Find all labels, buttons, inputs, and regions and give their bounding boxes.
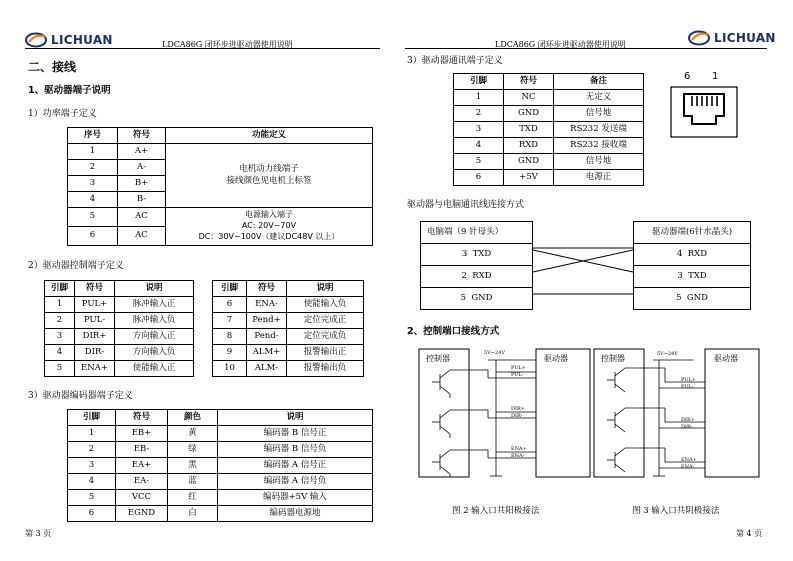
desc-line: 接线颜色见电机上标签 <box>226 175 312 186</box>
cell: NC <box>504 90 554 106</box>
col-header: 引脚 <box>68 410 116 426</box>
cell: RS232 发送端 <box>554 122 644 138</box>
rj-connector-icon <box>670 86 738 138</box>
driver-pin-row <box>634 244 751 266</box>
col-header: 符号 <box>116 410 168 426</box>
pin-sym: GND <box>471 292 493 303</box>
cell: +5V <box>504 170 554 186</box>
pin-no: 5 <box>460 292 466 303</box>
pc-pin-row <box>421 266 533 288</box>
cell: 5 <box>68 208 118 227</box>
cell: 5 <box>45 361 75 377</box>
driver-side-header: 驱动器端(6针水晶头) <box>634 222 751 244</box>
cell: 黑 <box>168 458 218 474</box>
brand-logo-left <box>25 32 113 48</box>
cell: 6 <box>68 506 116 522</box>
col-header: 功能定义 <box>166 128 373 144</box>
cell: ENA- <box>247 297 287 313</box>
cell: 信号地 <box>554 154 644 170</box>
cell: 2 <box>454 106 504 122</box>
power-input-desc <box>166 208 373 246</box>
pin-label: ENA+ <box>681 457 697 463</box>
cell: 8 <box>213 329 247 345</box>
col-header: 符号 <box>118 128 166 144</box>
cell: 1 <box>45 297 75 313</box>
driver-pin-row <box>634 288 751 310</box>
header-rule-left <box>25 48 380 49</box>
pin-label: PUL+ <box>681 377 696 383</box>
cell: 4 <box>68 474 116 490</box>
header-rule-right <box>405 48 767 49</box>
col-header: 序号 <box>68 128 118 144</box>
driver-side-table <box>633 221 751 310</box>
cell: 7 <box>213 313 247 329</box>
encoder-terminal-title: 3）驱动器编码器端子定义 <box>28 391 133 401</box>
lichuan-logo-icon <box>688 30 712 46</box>
brand-name: LICHUAN <box>51 33 113 47</box>
pin-label: ENA+ <box>511 446 527 452</box>
pin-label: PUL- <box>511 372 524 378</box>
col-header: 符号 <box>247 281 287 297</box>
pin-label: DIR- <box>511 413 523 419</box>
desc-line: AC: 20V~70V <box>241 221 297 231</box>
cell: DIR+ <box>75 329 115 345</box>
col-header: 符号 <box>504 74 554 90</box>
lichuan-logo-icon <box>25 32 49 48</box>
cable-title: 驱动器与电脑通讯线连接方式 <box>407 200 525 210</box>
page-number-right: 第 4 页 <box>736 529 763 538</box>
pin-label: DIR+ <box>681 417 695 423</box>
cell: 4 <box>68 192 118 208</box>
cell: GND <box>504 106 554 122</box>
cell: TXD <box>504 122 554 138</box>
cell: PUL+ <box>75 297 115 313</box>
cell: 定位完成负 <box>287 329 364 345</box>
cell: 编码器 A 信号正 <box>218 458 373 474</box>
cell: EA+ <box>116 458 168 474</box>
cell: 黄 <box>168 426 218 442</box>
pin-sym: GND <box>686 292 708 303</box>
pin-sym: TXD <box>688 270 707 281</box>
header-title-right: LDCA86G 闭环步进驱动器使用说明 <box>495 40 626 49</box>
cell: Pend- <box>247 329 287 345</box>
pin-label: ENA- <box>681 464 695 470</box>
cell: 3 <box>68 176 118 192</box>
pin-no: 3 <box>461 248 468 259</box>
section-title: 二、接线 <box>28 60 77 74</box>
cell: 2 <box>68 160 118 176</box>
cell: 蓝 <box>168 474 218 490</box>
figure-3-drawing <box>593 348 767 483</box>
figure-3-common-cathode <box>593 348 767 483</box>
header-title-left: LDCA86G 闭环步进驱动器使用说明 <box>162 40 293 49</box>
wiring-title: 2、控制端口接线方式 <box>407 326 500 337</box>
pin-label: PUL+ <box>511 365 526 371</box>
comm-terminal-title: 3）驱动器通讯端子定义 <box>407 56 503 66</box>
desc-line: 电源输入端子 <box>245 210 293 220</box>
cell: B+ <box>118 176 166 192</box>
desc-line: DC：30V~100V（建议DC48V 以上） <box>198 231 340 241</box>
comm-terminal-table <box>453 73 644 186</box>
cell: RXD <box>504 138 554 154</box>
cell: 6 <box>454 170 504 186</box>
control-terminal-table-a <box>44 280 194 377</box>
cell: EA- <box>116 474 168 490</box>
pc-side-table <box>420 221 533 310</box>
cell: 5 <box>68 490 116 506</box>
desc-line: 电机动力线端子 <box>239 164 299 175</box>
subsection-title: 1、驱动器端子说明 <box>28 85 111 96</box>
figure-2-caption: 图 2 输入口共阳极接法 <box>452 506 540 516</box>
cell: 2 <box>45 313 75 329</box>
cell: 信号地 <box>554 106 644 122</box>
pc-pin-row <box>421 244 533 266</box>
cell: 报警输出正 <box>287 345 364 361</box>
cell: 1 <box>68 144 118 160</box>
pin-label: PUL- <box>681 384 694 390</box>
cell: 白 <box>168 506 218 522</box>
cell: 编码器+5V 输入 <box>218 490 373 506</box>
control-terminal-table-b <box>212 280 364 377</box>
cell: GND <box>504 154 554 170</box>
cell: 3 <box>68 458 116 474</box>
pin-sym: TXD <box>472 248 492 259</box>
cell: A+ <box>118 144 166 160</box>
cell: 电源正 <box>554 170 644 186</box>
cell: Pend+ <box>247 313 287 329</box>
pin-no: 4 <box>676 248 683 259</box>
cell: 4 <box>45 345 75 361</box>
col-header: 引脚 <box>213 281 247 297</box>
cell: ALM- <box>247 361 287 377</box>
brand-name: LICHUAN <box>714 31 776 45</box>
cell: 5 <box>454 154 504 170</box>
page-number-left: 第 3 页 <box>25 529 52 538</box>
voltage-label: 5V~24V <box>484 350 505 356</box>
figure-2-common-anode <box>418 348 592 483</box>
driver-label: 驱动器 <box>544 354 568 363</box>
cell: 编码器 B 信号负 <box>218 442 373 458</box>
control-terminal-title: 2）驱动器控制端子定义 <box>28 261 124 271</box>
cell: 报警输出负 <box>287 361 364 377</box>
cell: RS232 接收端 <box>554 138 644 154</box>
cell: 定位完成正 <box>287 313 364 329</box>
cell: 10 <box>213 361 247 377</box>
cell: VCC <box>116 490 168 506</box>
cell: 编码器电源地 <box>218 506 373 522</box>
brand-logo-right <box>688 30 776 46</box>
cell: 脉冲输入正 <box>115 297 194 313</box>
cell: 方向输入正 <box>115 329 194 345</box>
col-header: 备注 <box>554 74 644 90</box>
col-header: 说明 <box>287 281 364 297</box>
col-header: 引脚 <box>45 281 75 297</box>
pin-no: 2 <box>461 270 467 281</box>
encoder-terminal-table <box>67 409 373 522</box>
cell: 脉冲输入负 <box>115 313 194 329</box>
cell: EGND <box>116 506 168 522</box>
cell: 3 <box>454 122 504 138</box>
pin-label: DIR+ <box>511 406 525 412</box>
pin-sym: RXD <box>472 270 492 281</box>
figure-2-drawing <box>418 348 592 483</box>
figure-3-caption: 图 3 输入口共阴极接法 <box>632 506 720 516</box>
pin-label: ENA- <box>511 453 525 459</box>
power-terminal-title: 1）功率端子定义 <box>28 109 97 119</box>
pin-no: 3 <box>677 270 683 281</box>
col-header: 符号 <box>75 281 115 297</box>
cell: 3 <box>45 329 75 345</box>
pin-label: DIR- <box>681 424 693 430</box>
cell: 编码器 A 信号负 <box>218 474 373 490</box>
cell: ALM+ <box>247 345 287 361</box>
cell: 9 <box>213 345 247 361</box>
col-header: 颜色 <box>168 410 218 426</box>
cell: 编码器 B 信号正 <box>218 426 373 442</box>
controller-label: 控制器 <box>426 354 450 363</box>
motor-terminal-desc <box>166 144 373 208</box>
cell: 使能输入正 <box>115 361 194 377</box>
cell: ENA+ <box>75 361 115 377</box>
pin-no: 5 <box>676 292 682 303</box>
controller-label: 控制器 <box>601 354 625 363</box>
voltage-label: 5V~24V <box>657 351 678 357</box>
cell: B- <box>118 192 166 208</box>
cell: DIR- <box>75 345 115 361</box>
cable-wires <box>533 240 633 310</box>
pin-sym: RXD <box>687 248 708 259</box>
cell: AC <box>118 227 166 246</box>
cell: 无定义 <box>554 90 644 106</box>
cell: EB- <box>116 442 168 458</box>
col-header: 说明 <box>218 410 373 426</box>
cell: 6 <box>213 297 247 313</box>
power-terminal-table <box>67 127 373 246</box>
driver-label: 驱动器 <box>714 354 738 363</box>
cell: A- <box>118 160 166 176</box>
cell: 使能输入负 <box>287 297 364 313</box>
cell: EB+ <box>116 426 168 442</box>
pc-pin-row <box>421 288 533 310</box>
cell: PUL- <box>75 313 115 329</box>
cell: 4 <box>454 138 504 154</box>
cell: 红 <box>168 490 218 506</box>
cell: 2 <box>68 442 116 458</box>
rj-pin-label-6: 6 <box>684 71 691 82</box>
driver-pin-row <box>634 266 751 288</box>
pc-side-header: 电脑端（9 针母头） <box>421 222 533 244</box>
cell: 方向输入负 <box>115 345 194 361</box>
cell: 1 <box>454 90 504 106</box>
col-header: 说明 <box>115 281 194 297</box>
cell: 6 <box>68 227 118 246</box>
cell: 绿 <box>168 442 218 458</box>
col-header: 引脚 <box>454 74 504 90</box>
cell: AC <box>118 208 166 227</box>
rj-pin-label-1: 1 <box>712 71 719 82</box>
cell: 1 <box>68 426 116 442</box>
